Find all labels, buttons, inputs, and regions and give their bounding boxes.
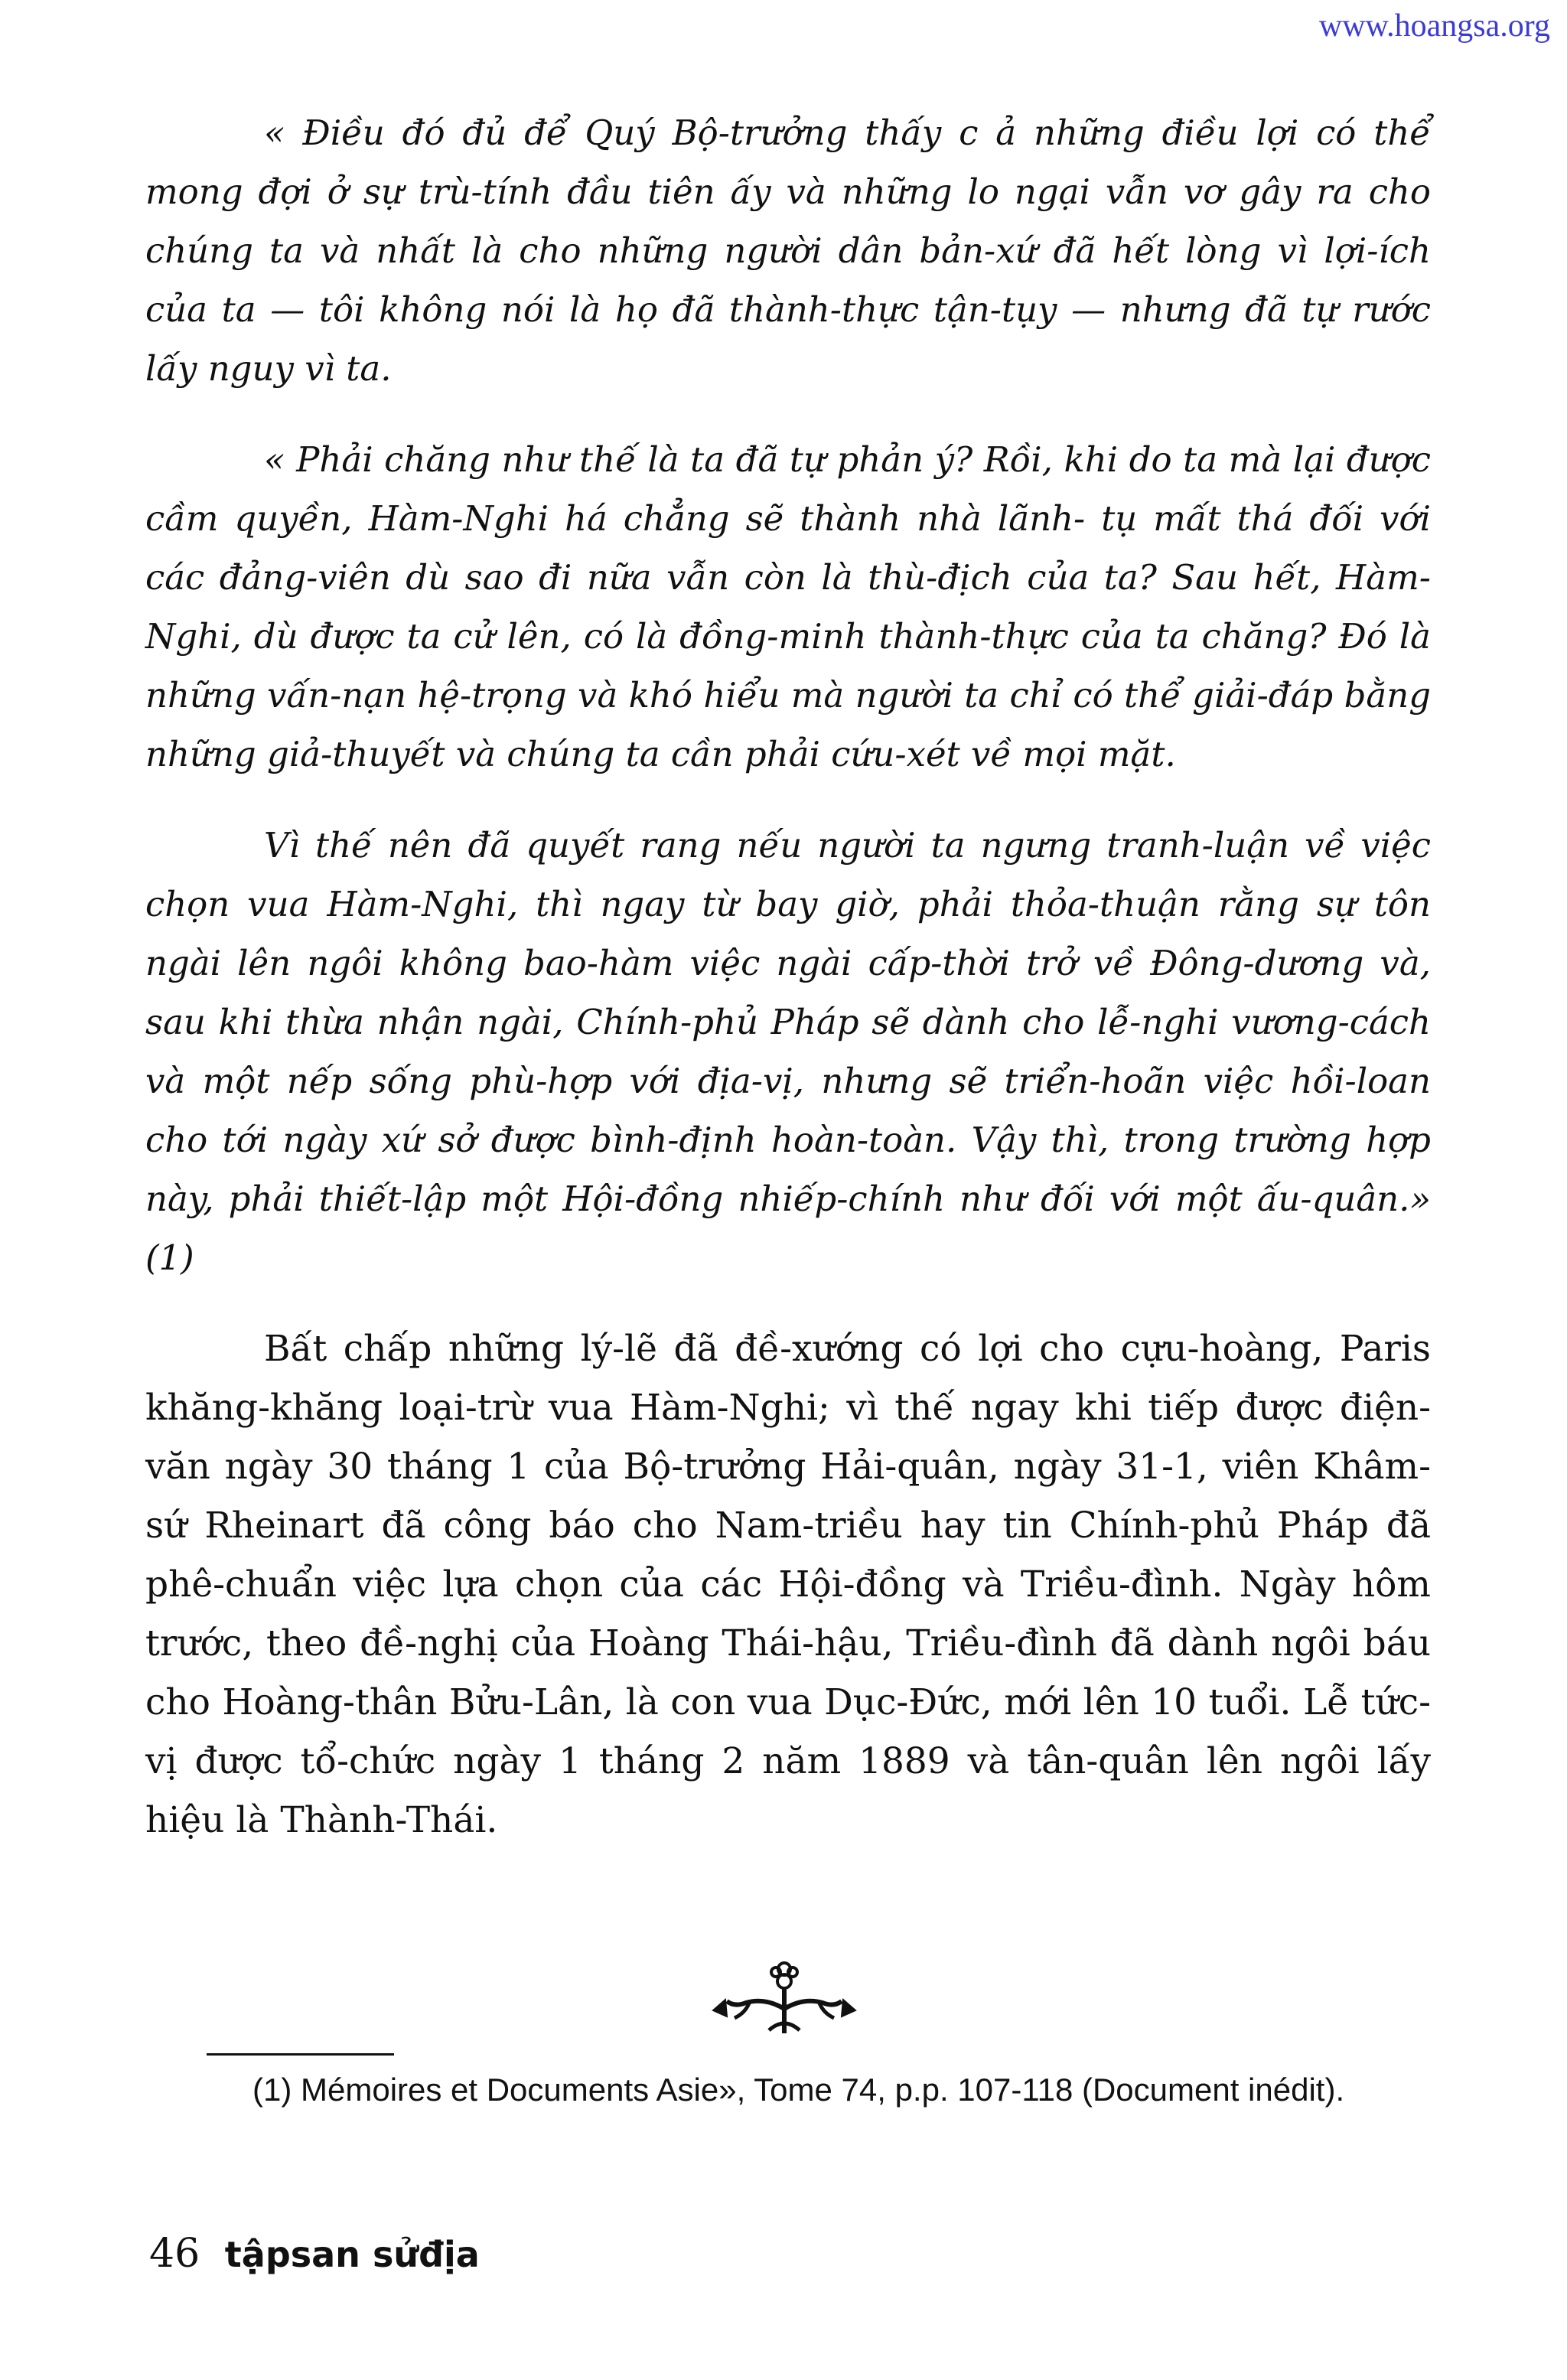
footnote: (1) Mémoires et Documents Asie», Tome 74, p.p. 107-118 (Document inédit). [252,2072,1345,2108]
publication-name: tậpsan sửđịa [224,2234,480,2275]
page-body [145,103,1431,1850]
quote-paragraph-1: « Điều đó đủ để Quý Bộ-trưởng thấy c ả những điều lợi có thể mong đợi ở sự trù-tính đầu tiên ấy và những lo ngại vẫn vơ gây ra cho chúng ta và nhất là cho những người dân bản-xứ đã hết lòng vì lợi-ích của ta — tôi không nói là họ đã thành-thực tận-tụy — nhưng đã tự rước lấy nguy vì ta. [145,112,1431,389]
quote-paragraph-2: « Phải chăng như thế là ta đã tự phản ý? Rồi, khi do ta mà lại được cầm quyền, Hàm-Nghi há chẳng sẽ thành nhà lãnh- tụ mất thá đối với các đảng-viên dù sao đi nữa vẫn còn là thù-địch của ta? Sau hết, Hàm-Nghi, dù được ta cử lên, có là đồng-minh thành-thực của ta chăng? Đó là những vấn-nạn hệ-trọng và khó hiểu mà người ta chỉ có thể giải-đáp bằng những giả-thuyết và chúng ta cần phải cứu-xét về mọi mặt. [145,439,1431,774]
footnote-rule [207,2053,394,2056]
body-paragraph: Bất chấp những lý-lẽ đã đề-xướng có lợi cho cựu-hoàng, Paris khăng-khăng loại-trừ vua Hàm-Nghi; vì thế ngay khi tiếp được điện-văn ngày 30 tháng 1 của Bộ-trưởng Hải-quân, ngày 31-1, viên Khâm-sứ Rheinart đã công báo cho Nam-triều hay tin Chính-phủ Pháp đã phê-chuẩn việc lựa chọn của các Hội-đồng và Triều-đình. Ngày hôm trước, theo đề-nghị của Hoàng Thái-hậu, Triều-đình đã dành ngôi báu cho Hoàng-thân Bửu-Lân, là con vua Dục-Đức, mới lên 10 tuổi. Lễ tức-vị được tổ-chức ngày 1 tháng 2 năm 1889 và tân-quân lên ngôi lấy hiệu là Thành-Thái. [145,1328,1431,1841]
watermark-url: www.hoangsa.org [1318,8,1550,44]
quote-paragraph-3: Vì thế nên đã quyết rang nếu người ta ngưng tranh-luận về việc chọn vua Hàm-Nghi, thì ngay từ bay giờ, phải thỏa-thuận rằng sự tôn ngài lên ngôi không bao-hàm việc ngài cấp-thời trở về Đông-dương và, sau khi thừa nhận ngài, Chính-phủ Pháp sẽ dành cho lễ-nghi vương-cách và một nếp sống phù-hợp với địa-vị, nhưng sẽ triển-hoãn việc hồi-loan cho tới ngày xứ sở được bình-định hoàn-toàn. Vậy thì, trong trường hợp này, phải thiết-lập một Hội-đồng nhiếp-chính như đối với một ấu-quân.» (1) [145,825,1431,1278]
ornament-icon [704,1955,865,2039]
page-number: 46 [149,2231,200,2277]
page-footer [149,2231,480,2277]
